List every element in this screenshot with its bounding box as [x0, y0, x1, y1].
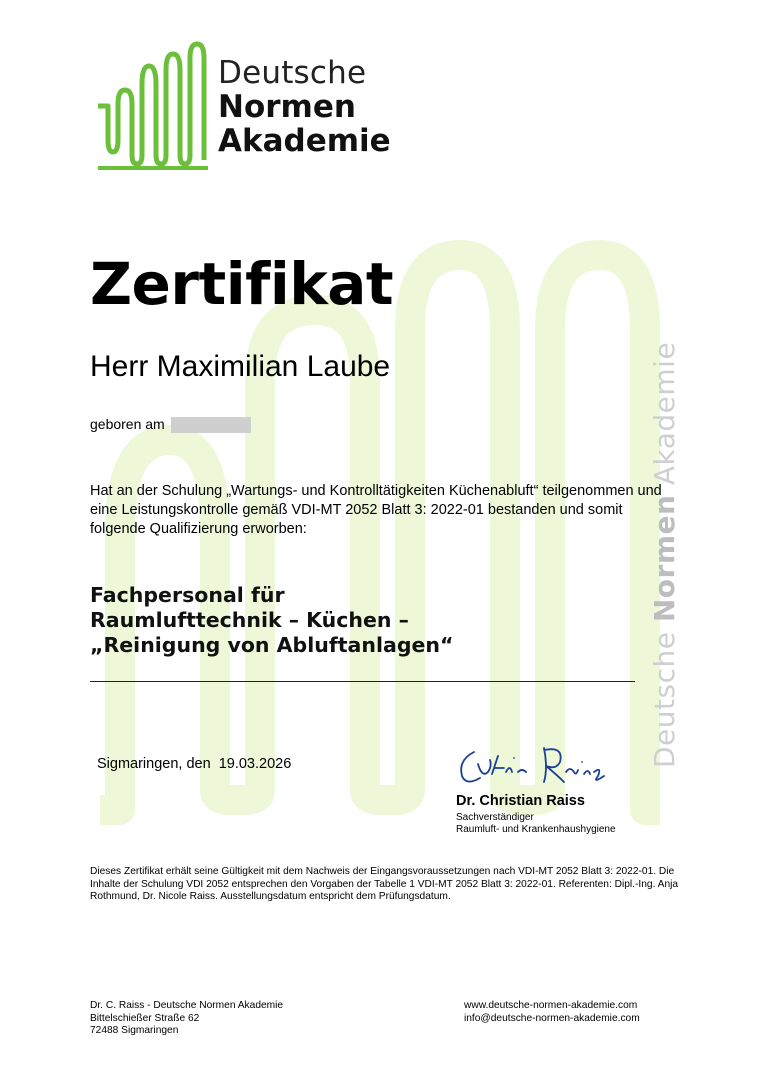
footer-address-line-1: Dr. C. Raiss - Deutsche Normen Akademie [90, 1000, 284, 1011]
certificate-description: Hat an der Schulung „Wartungs- und Kontrolltätigkeiten Küchenabluft“ teilgenommen und eine Leistungskontrolle gemäß VDI-MT 2052 Blatt 3: 2022-01 bestanden und somit folgende Qualifizierung erworben: [90, 483, 662, 537]
logo-line-akademie: Akademie [218, 123, 391, 159]
qualification-line-1: Fachpersonal für [90, 583, 285, 607]
signer-title-2: Raumluft- und Krankenhaushygiene [456, 824, 616, 835]
divider-line [90, 681, 635, 682]
recipient-name: Herr Maximilian Laube [90, 350, 391, 383]
qualification-line-2: Raumlufttechnik – Küchen – [90, 608, 409, 632]
certificate-title: Zertifikat [90, 250, 394, 318]
bars-wave-logo-icon [96, 40, 226, 174]
place-date: Sigmaringen, den 19.03.2026 [97, 756, 292, 772]
footer-address [90, 1000, 283, 1038]
footer-email-link[interactable]: info@deutsche-normen-akademie.com [464, 1012, 640, 1024]
signer-name: Dr. Christian Raiss [456, 793, 585, 809]
qualification-title [90, 583, 453, 658]
logo-line-normen: Normen [218, 89, 356, 125]
footer-website-link[interactable]: www.deutsche-normen-akademie.com [464, 1000, 638, 1011]
signer-title-1: Sachverständiger [456, 812, 534, 823]
footer-address-line-2: Bittelschießer Straße 62 [90, 1012, 200, 1024]
handwritten-signature [452, 738, 612, 790]
logo-wordmark [218, 55, 391, 159]
validity-note: Dieses Zertifikat erhält seine Gültigkeit mit dem Nachweis der Eingangsvoraussetzungen nach VDI-MT 2052 Blatt 3: 2022-01. Die Inhalte der Schulung VDI 2052 entsprechen den Vorgaben der Tabelle 1 VDI-MT 2052 Blatt 3: 2022-01. Referenten: Dipl.-Ing. Anja Rothmund, Dr. Nicole Raiss. Ausstellungsdatum entspricht dem Prüfungsdatum. [90, 866, 679, 902]
birthdate-line [90, 416, 251, 433]
qualification-line-3: „Reinigung von Abluftanlagen“ [90, 633, 454, 657]
logo-line-deutsche: Deutsche [218, 55, 367, 91]
redacted-birthdate [171, 417, 251, 433]
footer-address-line-3: 72488 Sigmaringen [90, 1025, 179, 1036]
watermark-vertical-text: Deutsche Normen Akademie [648, 341, 681, 768]
footer-contact [464, 1000, 640, 1025]
born-label: geboren am [90, 416, 165, 432]
